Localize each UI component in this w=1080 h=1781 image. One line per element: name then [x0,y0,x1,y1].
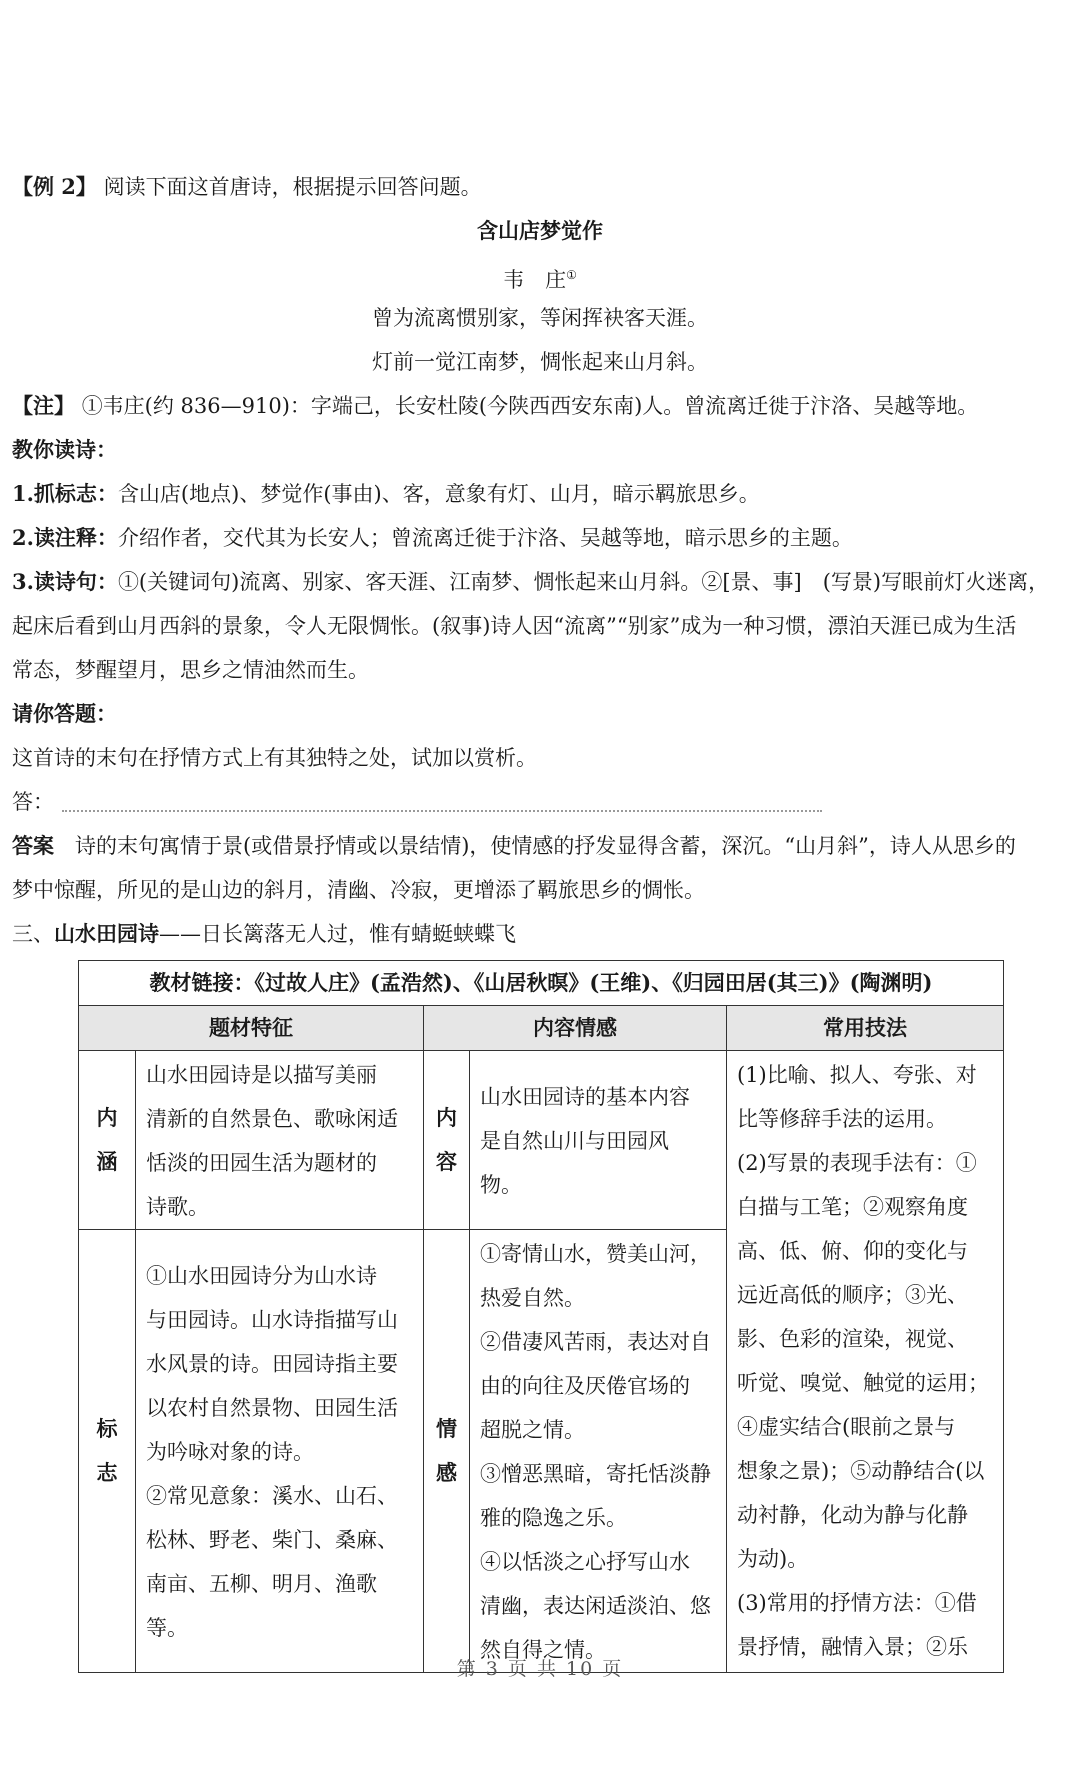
cell-line: 山水田园诗是以描写美丽 [146,1063,377,1087]
poem-author: 韦 庄 [503,268,567,292]
side-label-connotation [79,1051,136,1230]
answer-prefix: 答： [12,790,54,814]
poetry-table [78,960,1004,1673]
answer-key-line-1 [12,833,1016,859]
cell-line: 景抒情，融情入景；②乐 [737,1635,968,1659]
answer-key-text: 诗的末句寓情于景(或借景抒情或以景结情)，使情感的抒发显得含蓄，深沉。“山月斜”，诗人从思乡的 [75,834,1016,858]
content-cell [470,1051,727,1230]
page-footer: 第 3 页 共 10 页 [456,1658,624,1680]
side-label-content [424,1051,470,1230]
teach-item-3 [12,569,1049,595]
header-technique: 常用技法 [727,1006,1004,1051]
section-heading [12,921,516,947]
teach-item-label: 3.读诗句： [12,569,118,594]
cell-line: 超脱之情。 [480,1418,585,1442]
cell-line: 然自得之情。 [480,1638,606,1662]
teach-item-1 [12,481,760,507]
cell-line: (3)常用的抒情方法：①借 [737,1591,977,1615]
cell-line: 南亩、五柳、明月、渔歌等。 [146,1572,377,1640]
side-label-emotion [424,1230,470,1673]
cell-line: ①山水田园诗分为山水诗 [146,1264,377,1288]
cell-line: ④以恬淡之心抒写山水 [480,1550,690,1574]
section-prefix: 三、 [12,922,54,946]
cell-line: 恬淡的田园生活为题材的 [146,1151,377,1175]
example-line [12,174,482,200]
cell-line: 山水田园诗的基本内容 [480,1085,690,1109]
example-prompt: 阅读下面这首唐诗，根据提示回答问题。 [103,175,482,199]
section-title: 山水田园诗 [54,921,159,946]
cell-line: 以农村自然景物、田园生活 [146,1396,398,1420]
poem-title: 含山店梦觉作 [477,218,603,243]
side-label-char: 情 [436,1416,457,1441]
cell-line: ②常见意象：溪水、山石、 [146,1484,398,1508]
cell-line: 远近高低的顺序；③光、 [737,1283,968,1307]
answer-line [12,789,822,815]
section-subtitle: ——日长篱落无人过，惟有蜻蜓蛱蝶飞 [159,922,516,946]
teach-item-label: 2.读注释： [12,525,118,550]
cell-line: 物。 [480,1173,522,1197]
cell-line: 白描与工笔；②观察角度 [737,1195,968,1219]
cell-line: 热爱自然。 [480,1286,585,1310]
teach-item-text: 介绍作者，交代其为长安人；曾流离迁徙于汴洛、吴越等地，暗示思乡的主题。 [117,526,853,550]
cell-line: 清幽，表达闲适淡泊、悠 [480,1594,711,1618]
cell-line: 与田园诗。山水诗指描写山 [146,1308,398,1332]
teach-item-3-cont-1: 起床后看到山月西斜的景象，令人无限惆怅。(叙事)诗人因“流离”“别家”成为一种习惯，漂泊天涯已成为生活 [12,614,1017,638]
cell-line: 高、低、俯、仰的变化与 [737,1239,968,1263]
answer-blank[interactable] [62,796,822,812]
cell-line: (1)比喻、拟人、夸张、对 [737,1063,977,1087]
cell-line: 为吟咏对象的诗。 [146,1440,314,1464]
header-content: 内容情感 [424,1006,727,1051]
connotation-cell [136,1051,424,1230]
cell-line: ②借凄风苦雨，表达对自 [480,1330,711,1354]
header-theme: 题材特征 [79,1006,424,1051]
side-label-char: 志 [96,1460,118,1485]
cell-line: 雅的隐逸之乐。 [480,1506,627,1530]
poem-line-2: 灯前一觉江南梦，惆怅起来山月斜。 [372,350,708,374]
teach-item-text: ①(关键词句)流离、别家、客天涯、江南梦、惆怅起来山月斜。②[景、事] (写景)写眼前灯火迷离， [117,570,1050,594]
cell-line: 清新的自然景色、歌咏闲适 [146,1107,398,1131]
table-link-row [79,961,1004,1006]
cell-line: 由的向往及厌倦官场的 [480,1374,690,1398]
side-label-char: 容 [436,1149,457,1174]
cell-line: 动衬静，化动为静与化静 [737,1503,968,1527]
side-label-char: 标 [96,1416,118,1441]
example-label: 【例 2】 [12,174,97,199]
cell-line: 水风景的诗。田园诗指主要 [146,1352,398,1376]
cell-line: 想象之景)；⑤动静结合(以 [737,1459,985,1483]
teach-heading: 教你读诗： [12,437,117,462]
table-link: 教材链接：《过故人庄》(孟浩然)、《山居秋暝》(王维)、《归园田居(其三)》(陶渊明) [149,970,933,995]
note-label: 【注】 [12,393,75,418]
cell-line: (2)写景的表现手法有：① [737,1151,977,1175]
side-label-char: 感 [436,1460,457,1485]
cell-line: ③憎恶黑暗，寄托恬淡静 [480,1462,711,1486]
cell-line: 是自然山川与田园风 [480,1129,669,1153]
markers-cell [136,1230,424,1673]
emotion-cell [470,1230,727,1673]
cell-line: 松林、野老、柴门、桑麻、 [146,1528,398,1552]
cell-line: ④虚实结合(眼前之景与 [737,1415,956,1439]
answer-key-label: 答案 [12,833,54,858]
side-label-markers [79,1230,136,1673]
side-label-char: 涵 [96,1149,118,1174]
note-text: ①韦庄(约 836—910)：字端己，长安杜陵(今陕西西安东南)人。曾流离迁徙于汴洛、吴越等地。 [81,394,979,418]
side-label-char: 内 [436,1105,457,1130]
poem-author-note: ① [566,268,577,282]
cell-line: 听觉、嗅觉、触觉的运用； [737,1371,989,1395]
teach-item-text: 含山店(地点)、梦觉作(事由)、客，意象有灯、山月，暗示羁旅思乡。 [117,482,760,506]
question-text: 这首诗的末句在抒情方式上有其独特之处，试加以赏析。 [12,746,537,770]
technique-cell [727,1051,1004,1673]
teach-item-label: 1.抓标志： [12,481,118,506]
teach-item-2 [12,525,853,551]
teach-item-3-cont-2: 常态，梦醒望月，思乡之情油然而生。 [12,658,369,682]
answer-heading: 请你答题： [12,701,117,726]
side-label-char: 内 [96,1105,118,1130]
cell-line: ①寄情山水，赞美山河， [480,1242,711,1266]
poem-author-line [0,262,1080,293]
cell-line: 诗歌。 [146,1195,209,1219]
note-line [12,393,978,419]
cell-line: 为动)。 [737,1547,809,1571]
cell-line: 影、色彩的渲染，视觉、 [737,1327,968,1351]
cell-line: 比等修辞手法的运用。 [737,1107,947,1131]
poem-line-1: 曾为流离惯别家，等闲挥袂客天涯。 [372,306,708,330]
answer-key-line-2: 梦中惊醒，所见的是山边的斜月，清幽、冷寂，更增添了羁旅思乡的惆怅。 [12,878,705,902]
